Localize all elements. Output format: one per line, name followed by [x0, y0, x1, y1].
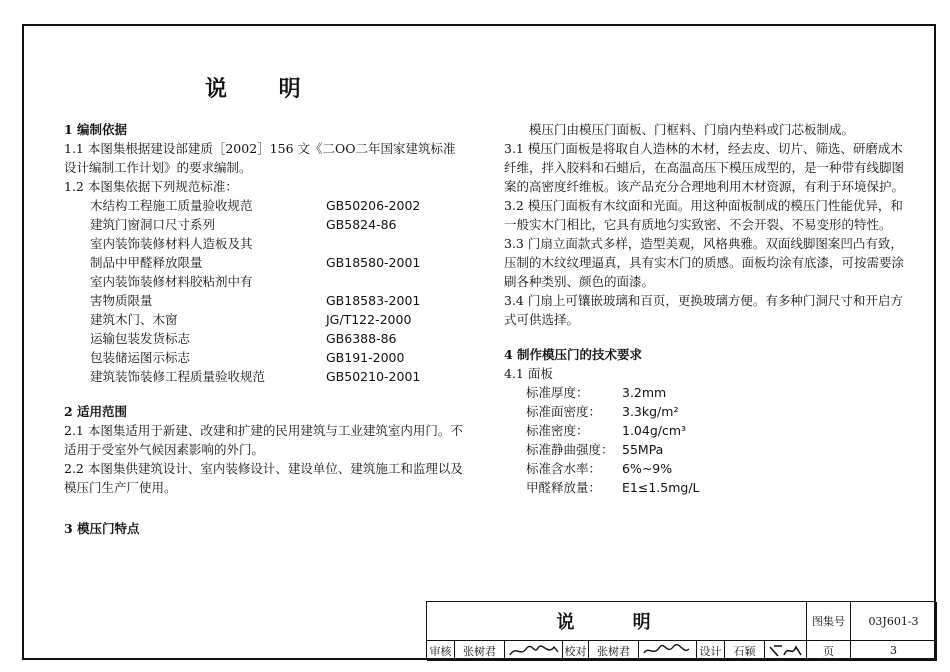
section-2-heading: 2 适用范围 — [64, 404, 128, 419]
left-column — [64, 120, 464, 538]
title-block — [426, 601, 936, 660]
spec-row: 甲醛释放量： E1≤1.5mg/L — [526, 480, 700, 495]
section-4-1: 4.1 面板 — [504, 366, 553, 381]
section-3-heading: 3 模压门特点 — [64, 521, 140, 536]
section-3-intro: 模压门由模压门面板、门框料、门扇内垫料或门芯板制成。 — [529, 122, 855, 137]
standard-row: 包装储运图示标志 GB191-2000 — [90, 350, 405, 365]
section-2-1: 2.1 本图集适用于新建、改建和扩建的民用建筑与工业建筑室内用门。不适用于受室外气候因素影响的外门。 — [64, 423, 463, 457]
right-column — [504, 120, 914, 497]
spec-row: 标准含水率： 6%~9% — [526, 461, 673, 476]
reviewer-signature — [505, 641, 563, 661]
section-1-1: 1.1 本图集根据建设部建质［2002］156 文《二OO二年国家建筑标准设计编制工作计划》的要求编制。 — [64, 141, 456, 175]
spec-row: 标准静曲强度： 55MPa — [526, 442, 664, 457]
standards-list — [64, 196, 464, 386]
design-label: 设计 — [697, 641, 725, 661]
atlas-label: 图集号 — [807, 602, 851, 641]
reviewer-name: 张树君 — [455, 641, 505, 661]
atlas-number: 03J601-3 — [851, 602, 937, 641]
page-number: 3 — [851, 641, 937, 661]
standard-row: 害物质限量 GB18583-2001 — [90, 293, 421, 308]
checker-name: 张树君 — [589, 641, 639, 661]
spec-list — [504, 383, 914, 497]
standard-row: 室内装饰装修材料胶粘剂中有 — [90, 274, 253, 289]
spec-row: 标准厚度： 3.2mm — [526, 385, 667, 400]
check-label: 校对 — [563, 641, 589, 661]
section-1-heading: 1 编制依据 — [64, 122, 128, 137]
section-3-2: 3.2 模压门面板有木纹面和光面。用这种面板制成的模压门性能优异，和一般实木门相比，它具有质地匀实致密、不会开裂、不易变形的特性。 — [504, 198, 903, 232]
section-3-1: 3.1 模压门面板是将取自人造林的木材，经去皮、切片、筛选、研磨成木纤维，拌入胶料和石蜡后，在高温高压下模压成型的，是一种带有线脚图案的高密度纤维板。该产品充分合理地利用木材资源，有利于环境保护。 — [504, 141, 905, 194]
section-2-2: 2.2 本图集供建筑设计、室内装修设计、建设单位、建筑施工和监理以及模压门生产厂使用。 — [64, 461, 463, 495]
designer-name: 石颖 — [725, 641, 765, 661]
titleblock-name: 说 明 — [427, 602, 807, 641]
standard-row: 建筑门窗洞口尺寸系列 GB5824-86 — [90, 217, 397, 232]
section-3-4: 3.4 门扇上可镶嵌玻璃和百页，更换玻璃方便。有多种门洞尺寸和开启方式可供选择。 — [504, 293, 903, 327]
standard-row: 木结构工程施工质量验收规范 GB50206-2002 — [90, 198, 421, 213]
standard-row: 运输包装发货标志 GB6388-86 — [90, 331, 397, 346]
checker-signature — [639, 641, 697, 661]
standard-row: 建筑装饰装修工程质量验收规范 GB50210-2001 — [90, 369, 421, 384]
designer-signature — [765, 641, 807, 661]
standard-row: 制品中甲醛释放限量 GB18580-2001 — [90, 255, 421, 270]
page-label: 页 — [807, 641, 851, 661]
standard-row: 建筑木门、木窗 JG/T122-2000 — [90, 312, 412, 327]
standard-row: 室内装饰装修材料人造板及其 — [90, 236, 253, 251]
page-title: 说 明 — [205, 76, 323, 102]
section-1-2: 1.2 本图集依据下列规范标准： — [64, 179, 238, 194]
section-4-heading: 4 制作模压门的技术要求 — [504, 347, 643, 362]
spec-row: 标准密度： 1.04g/cm³ — [526, 423, 687, 438]
spec-row: 标准面密度： 3.3kg/m² — [526, 404, 679, 419]
review-label: 审核 — [427, 641, 455, 661]
section-3-3: 3.3 门扇立面款式多样，造型美观，风格典雅。双面线脚图案凹凸有致，压制的木纹纹理逼真，具有实木门的质感。面板均涂有底漆，可按需要涂刷各种类别、颜色的面漆。 — [504, 236, 905, 289]
